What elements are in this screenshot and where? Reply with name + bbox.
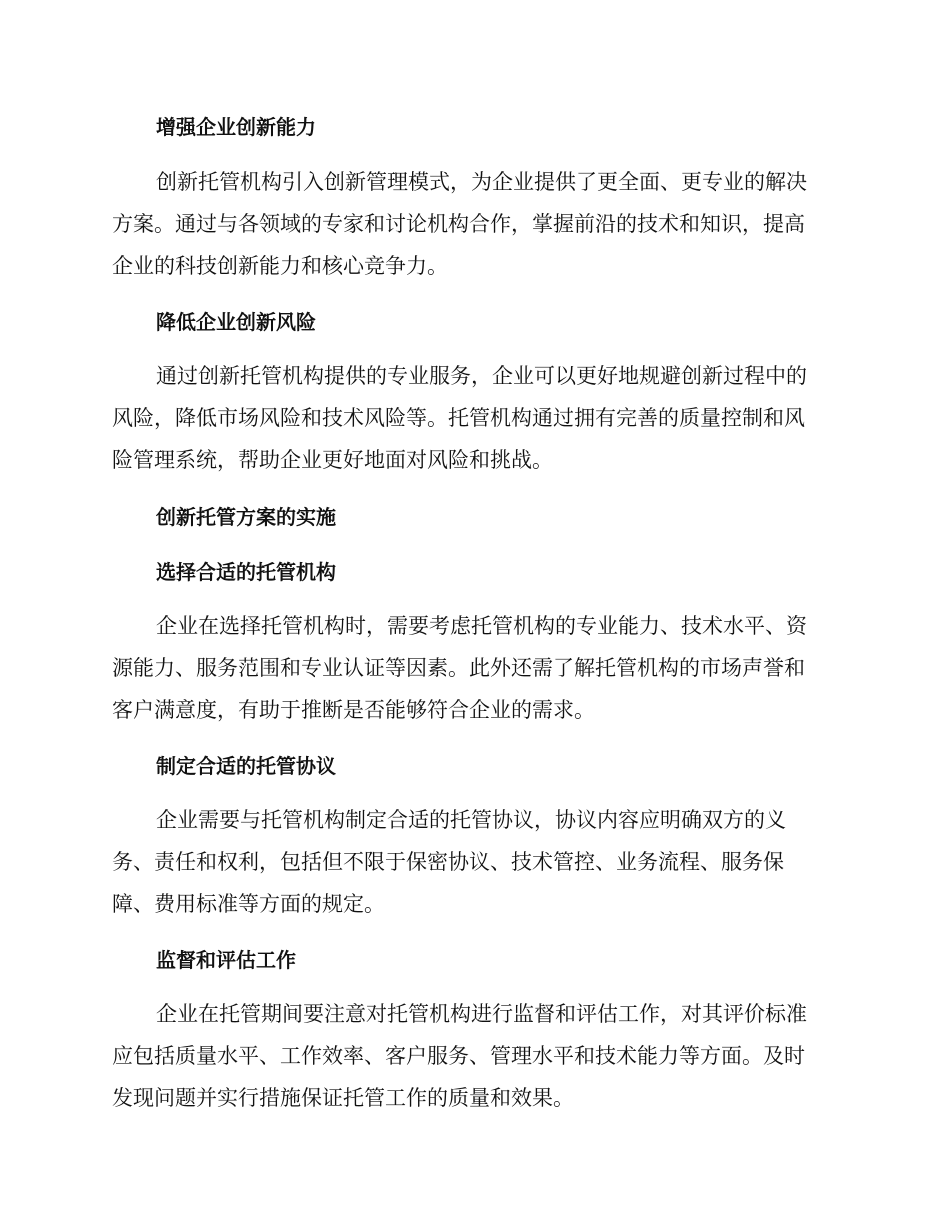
section-paragraph (112, 355, 842, 481)
paragraph-line: 源能力、服务范围和专业认证等因素。此外还需了解托管机构的市场声誉和 (112, 656, 805, 680)
paragraph-line: 务、责任和权利，包括但不限于保密协议、技术管控、业务流程、服务保 (112, 850, 784, 874)
paragraph-line: 企业在选择托管机构时，需要考虑托管机构的专业能力、技术水平、资 (156, 614, 807, 638)
paragraph-line: 险管理系统，帮助企业更好地面对风险和挑战。 (112, 448, 553, 472)
paragraph-line: 发现问题并实行措施保证托管工作的质量和效果。 (112, 1086, 574, 1110)
section-paragraph (112, 799, 842, 925)
paragraph-line: 企业需要与托管机构制定合适的托管协议，协议内容应明确双方的义 (156, 808, 786, 832)
section-heading: 监督和评估工作 (156, 948, 296, 972)
section-paragraph (112, 161, 842, 287)
paragraph-line: 风险，降低市场风险和技术风险等。托管机构通过拥有完善的质量控制和风 (112, 406, 805, 430)
section-heading: 增强企业创新能力 (156, 115, 316, 139)
paragraph-line: 企业的科技创新能力和核心竞争力。 (112, 254, 448, 278)
section-paragraph (112, 605, 842, 731)
paragraph-line: 创新托管机构引入创新管理模式，为企业提供了更全面、更专业的解决 (156, 170, 807, 194)
paragraph-line: 障、费用标准等方面的规定。 (112, 892, 385, 916)
section-heading: 降低企业创新风险 (156, 310, 316, 334)
section-heading: 制定合适的托管协议 (156, 754, 336, 778)
paragraph-line: 通过创新托管机构提供的专业服务，企业可以更好地规避创新过程中的 (156, 364, 807, 388)
paragraph-line: 方案。通过与各领域的专家和讨论机构合作，掌握前沿的技术和知识，提高 (112, 212, 805, 236)
section-heading: 创新托管方案的实施 (156, 505, 336, 529)
paragraph-line: 客户满意度，有助于推断是否能够符合企业的需求。 (112, 698, 595, 722)
paragraph-line: 应包括质量水平、工作效率、客户服务、管理水平和技术能力等方面。及时 (112, 1044, 805, 1068)
paragraph-line: 企业在托管期间要注意对托管机构进行监督和评估工作，对其评价标准 (156, 1002, 807, 1026)
section-heading: 选择合适的托管机构 (156, 560, 336, 584)
section-paragraph (112, 993, 842, 1119)
